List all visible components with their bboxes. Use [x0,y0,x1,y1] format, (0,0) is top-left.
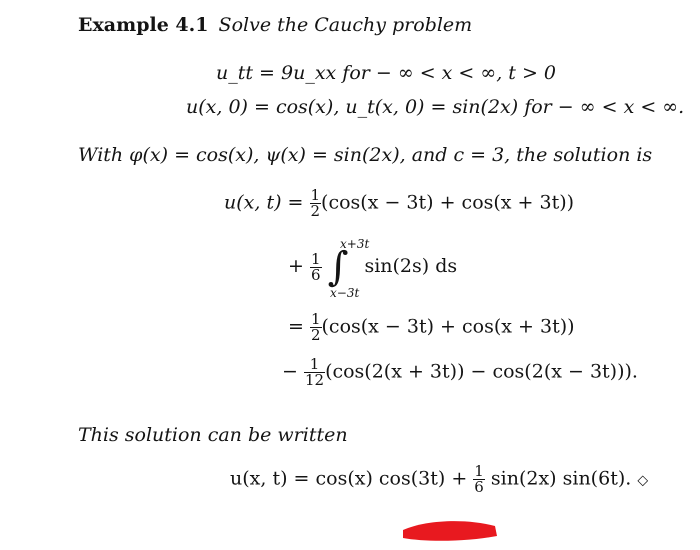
conclusion-text: This solution can be written [78,424,348,446]
derivation-line-3: = $\frac{1}{2}$ (cos(x − 3t) + cos(x + 3t)) [288,310,575,344]
fraction-final-sixth: $\frac{1}{6}$ [474,462,484,496]
example-heading [78,14,472,36]
derivation-line-1 [224,188,574,219]
integral-upper-limit: x+3t [340,237,370,251]
final-lhs: u(x, t) = cos(x) cos(3t) + [230,467,468,490]
initial-conditions: u(x, 0) = cos(x), u_t(x, 0) = sin(2x) for − ∞ < x < ∞. [186,96,685,118]
qed-diamond-icon: ◇ [637,472,649,489]
cos-difference-term: (cos(2(x + 3t)) − cos(2(x − 3t))). [325,360,638,383]
dalembert-term: (cos(x − 3t) + cos(x + 3t)) [321,191,575,214]
solution-intro: With φ(x) = cos(x), ψ(x) = sin(2x), and c = 3, the solution is [78,144,653,166]
derivation-line-2: + $\frac{1}{6}$ ∫ sin(2s) ds [288,244,458,290]
derivation-line-4: − $\frac{1}{12}$ (cos(2(x + 3t)) − cos(2(x − 3t))). [282,355,638,389]
integral-icon: ∫ [327,244,349,290]
pde-equation: u_tt = 9u_xx for − ∞ < x < ∞, t > 0 [216,62,557,84]
final-rhs: sin(2x) sin(6t). [490,467,632,490]
example-label: Example 4.1 [78,14,209,36]
fraction-half-2: $\frac{1}{2}$ [310,310,321,344]
cos-sum-term: (cos(x − 3t) + cos(x + 3t)) [321,315,575,338]
solution-lhs: u(x, t) = [224,191,304,214]
fraction-half: $\frac{1}{2}$ [310,186,321,220]
final-solution [230,464,648,495]
integrand: sin(2s) ds [364,255,458,277]
red-marker-highlight [395,512,505,548]
fraction-twelfth: $\frac{1}{12}$ [304,355,325,389]
fraction-sixth: $\frac{1}{6}$ [310,249,321,284]
integral-lower-limit: x−3t [330,286,360,300]
example-title: Solve the Cauchy problem [218,14,473,36]
